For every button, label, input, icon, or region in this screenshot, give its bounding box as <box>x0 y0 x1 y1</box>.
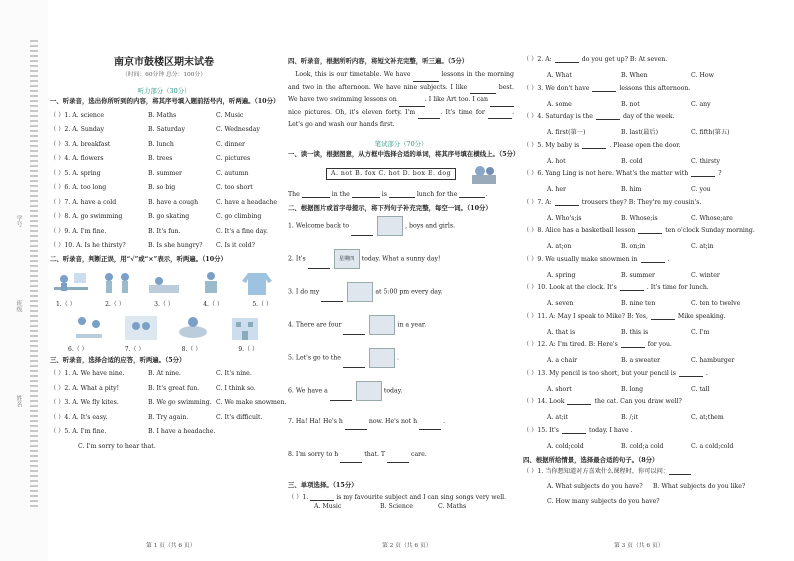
section-7-heading: 三、单项选择。（15分） <box>288 481 358 490</box>
question-row: A. Who's;is B. Whose;is C. Whose;are <box>547 214 733 222</box>
question-row: A. hot B. cold C. thirsty <box>547 157 721 165</box>
section-2-heading: 二、听录音，判断正误，用“√”或“×”表示，听两遍。（10分） <box>50 254 227 263</box>
fill-in-item: 1. Welcome back to , boys and girls. <box>288 216 514 249</box>
picture-row-2 <box>50 312 278 344</box>
picture-numbers-1 <box>50 302 278 308</box>
section-6-list <box>288 216 514 480</box>
hint-picture <box>369 348 395 368</box>
mc-question: （ ）4. Saturday is the day of the week. <box>523 112 675 120</box>
question-row: （ ）3. A. breakfast B. lunch C. dinner <box>50 140 245 148</box>
picture-numbers-2 <box>50 347 278 353</box>
footer-page-3: 第 3 页（共 6 页） <box>614 543 664 549</box>
question-row: A. a chair B. a sweater C. hamburger <box>547 357 735 364</box>
picture-number: 8.（ ） <box>181 346 202 354</box>
picture-number: 5.（ ） <box>252 301 272 309</box>
question-row: （ ）3. A. We fly kites. B. We go swimming. C. We make snowmen. <box>50 399 287 407</box>
question-row: （ ）6. A. too long B. so big C. too short <box>50 184 253 192</box>
section-6-heading: 二、根据图片或首字母提示，将下列句子补充完整，每空一词。（10分） <box>288 203 492 212</box>
question-row: （ ）10. A. Is he thirsty? B. Is she hungry? C. Is it cold? <box>50 242 255 250</box>
hint-picture <box>356 381 382 401</box>
exam-subtitle: （时间：60分钟 总分：100分） <box>121 72 207 78</box>
situation-question-1-option-c: C. How many subjects do you have? <box>547 497 660 505</box>
mc-question: （ ）11. A: May I speak to Mike? B: Yes, Mike speaking. <box>523 312 726 320</box>
picture-number: 1.（ ） <box>56 301 76 309</box>
question-row: （ ）5. A. I'm fine. B. I have a headache. <box>50 428 216 436</box>
question-row: A. cold;cold B. cold;a cold C. a cold;cold <box>547 442 734 450</box>
mc-question: （ ）9. We usually make snowmen in . <box>523 255 670 263</box>
section-3-list <box>50 368 287 441</box>
mc-question: （ ）8. Alice has a basketball lesson ten o'clock Sunday morning. <box>523 226 755 234</box>
fill-in-item: 5. Let's go to the . <box>288 348 514 381</box>
picture-row-1 <box>50 267 278 299</box>
hint-picture <box>377 216 403 236</box>
writing-part-heading: 笔试部分（70分） <box>374 139 428 148</box>
question-row: A. some B. not C. any <box>547 100 711 108</box>
mc-question: （ ）3. We don't have lessons this afternoon. <box>523 84 691 92</box>
question-row: A. at;it B. /;it C. at;them <box>547 414 724 421</box>
question-row: A. that is B. this is C. I'm <box>547 328 710 336</box>
fox-dog-picture <box>470 163 498 185</box>
mc-question: （ ）12. A: I'm tired. B: Here's for you. <box>523 340 672 348</box>
question-row: （ ）9. A. I'm fine. B. It's fun. C. It's a fine day. <box>50 227 268 235</box>
picture-number: 3.（ ） <box>154 301 174 309</box>
mc-question: （ ）13. My pencil is too short, but your pencil is . <box>523 369 708 377</box>
page-column-1 <box>50 52 287 455</box>
mc-question: （ ）14. Look the cat. Can you draw well? <box>523 397 682 405</box>
fill-in-item: 8. I'm sorry to h that. T care. <box>288 447 514 480</box>
section-5-heading: 一、读一读，根据图意，从方框中选择合适的单词，将其序号填在横线上。（5分） <box>288 150 520 159</box>
section-1-heading: 一、听录音，选出你所听到的内容，将其序号填入题前括号内，听两遍。（10分） <box>50 97 280 106</box>
question-row: A. seven B. nine ten C. ten to twelve <box>547 300 741 307</box>
picture-classroom <box>52 267 90 299</box>
question-row: （ ）2. A. What a pity! B. It's great fun. C. I think so. <box>50 384 256 392</box>
word-box-row <box>326 163 514 185</box>
mc-question: （ ）7. A: trousers they? B: They're my cousin's. <box>523 198 702 206</box>
page-column-2 <box>288 52 520 515</box>
question-row: A. at;on B. on;in C. at;in <box>547 243 714 250</box>
binding-label-id: 学号 <box>15 215 22 227</box>
exam-title: 南京市鼓楼区期末试卷 <box>114 57 214 68</box>
question-row: （ ）4. A. It's easy. B. Try again. C. It's difficult. <box>50 413 263 421</box>
footer-page-1: 第 1 页（共 6 页） <box>146 543 196 549</box>
passage: Look, this is our timetable. We have lessons in the morning and two in the afternoon. We have nine subjects. I like best. We have two swimming lessons on . I like Art too. I can nice pictures. Oh, it's eleven forty. I'm . It's time for . Let's go and wash our hands first. <box>288 71 515 129</box>
picture-number: 4.（ ） <box>203 301 223 309</box>
question-row: A. What B. When C. How <box>547 72 714 79</box>
hint-picture <box>369 315 395 335</box>
section-4-heading: 四、听录音，根据所听内容，将短文补充完整，听三遍。（5分） <box>288 57 469 65</box>
question-row: A. short B. long C. tall <box>547 385 710 393</box>
section-5-sentence: The in the is lunch for the . <box>288 190 488 198</box>
situation-question-1: （ ）1. 当你想知道对方喜欢什么课程时，你可以问： <box>523 468 775 475</box>
mc-question: （ ）2. A: do you get up? B: At seven. <box>523 55 668 63</box>
picture-children <box>99 267 137 299</box>
fill-in-item: 3. I do my at 5:00 pm every day. <box>288 282 514 315</box>
hint-picture <box>347 282 373 302</box>
page-column-3 <box>523 56 775 510</box>
footer-page-2: 第 2 页（共 6 页） <box>382 543 432 549</box>
picture-reading-child <box>192 267 230 299</box>
picture-kids-playing <box>70 312 108 344</box>
question-row: A. first(第一) B. last(最后) C. fifth(第五) <box>547 129 730 136</box>
question-row: A. spring B. summer C. winter <box>547 271 720 279</box>
question-row: （ ）1. A. science B. Maths C. Music <box>50 111 244 119</box>
hint-picture: 星期四 <box>334 249 360 269</box>
picture-building <box>226 312 264 344</box>
binding-hatch <box>30 40 38 510</box>
mc-question-1: （ ）1. is my favourite subject and I can sing songs very well. <box>288 493 507 501</box>
binding-margin <box>0 0 48 561</box>
question-row: （ ）4. A. flowers B. trees C. pictures <box>50 155 251 163</box>
question-row: （ ）8. A. go swimming B. go skating C. go climbing <box>50 213 262 221</box>
picture-family-room <box>122 312 160 344</box>
fill-in-item: 6. We have a today. <box>288 381 514 414</box>
section-3-heading: 三、听录音，选择合适的应答，听两遍。（5分） <box>50 356 186 365</box>
picture-number: 6.（ ） <box>68 346 88 354</box>
picture-jacket <box>238 267 276 299</box>
picture-number: 9.（ ） <box>238 346 258 354</box>
mc-question: （ ）6. Yang Ling is not here. What's the matter with ? <box>523 169 722 177</box>
question-row: （ ）5. A. spring B. summer C. autumn <box>50 169 249 177</box>
picture-number: 7.（ ） <box>124 346 145 354</box>
section-1-list <box>50 110 278 255</box>
fill-in-item: 2. It's 星期四 today. What a sunny day! <box>288 249 514 282</box>
question-row: A. her B. him C. you <box>547 186 711 193</box>
picture-sick-child <box>145 267 183 299</box>
mc-question: （ ）10. Look at the clock. It's . It's time for lunch. <box>523 283 709 291</box>
mc-list <box>523 56 775 455</box>
mc-question-1-options: A. Music B. Science C. Maths <box>314 502 467 510</box>
binding-label-class: 班级 <box>15 300 22 312</box>
situation-question-1-options: A. What subjects do you have? B. What subjects do you like? <box>547 483 746 491</box>
picture-meal <box>174 312 212 344</box>
section-8-heading: 四、根据所给情景，选择最合适的句子。（8分） <box>523 456 659 464</box>
question-row: （ ）1. A. We have nine. B. At nine. C. It's nine. <box>50 370 252 378</box>
mc-question: （ ）5. My baby is . Please open the door. <box>523 141 681 149</box>
word-box: A. not B. fox C. hot D. box E. dog <box>326 168 456 180</box>
question-row: （ ）7. A. have a cold B. have a cough C. have a headache <box>50 198 277 206</box>
mc-question: （ ）15. It's today. I have . <box>523 426 633 434</box>
listening-part-heading: 听力部分（30分） <box>137 86 191 95</box>
picture-number: 2.（ ） <box>105 301 125 309</box>
section-3-last-option: C. I'm sorry to hear that. <box>78 442 156 450</box>
question-row: （ ）2. A. Sunday B. Saturday C. Wednesday <box>50 126 260 134</box>
fill-in-item: 4. There are four in a year. <box>288 315 514 348</box>
fill-in-item: 7. Ha! Ha! He's h now. He's not h . <box>288 414 514 447</box>
binding-label-name: 姓名 <box>15 395 22 407</box>
